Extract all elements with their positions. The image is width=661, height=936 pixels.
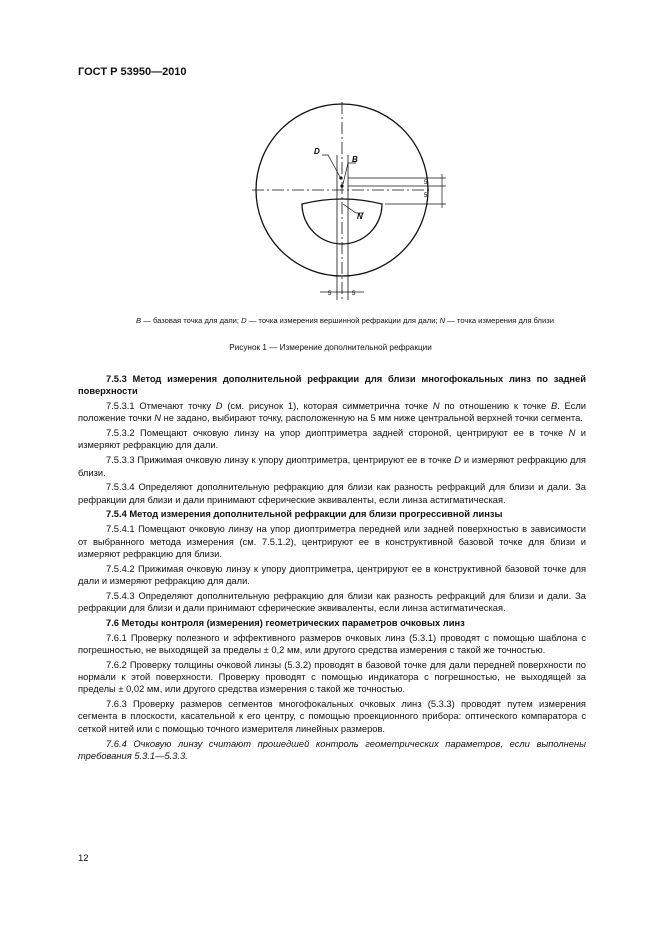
label-n: N (357, 212, 363, 221)
paragraph-7-5-4-1: 7.5.4.1 Помещают очковую линзу на упор диоптриметра передней или задней поверхностью в зависимости от выбранного метода измерения (см. 7.5.1.2), центрируют ее в конструктивной базовой точке для близи и измеряют рефракцию для близи. (78, 524, 586, 559)
figure-legend: B — базовая точка для дали; D — точка измерения вершинной рефракции для дали; N — точка измерения для близи (136, 316, 554, 325)
section-heading-7-6: 7.6 Методы контроля (измерения) геометрических параметров очковых линз (106, 617, 465, 628)
lens-diagram (240, 100, 470, 305)
paragraph-7-5-4-2: 7.5.4.2 Прижимая очковую линзу к упору диоптриметра, центрируют ее в конструктивной базовой точке для дали и измеряют рефракцию для дали. (78, 563, 586, 586)
dim-right-label: 5 (424, 180, 428, 186)
paragraph-7-5-3-3: 7.5.3.3 Прижимая очковую линзу к упору диоптриметра, центрируют ее в точке D и измеряют рефракцию для близи. (78, 455, 586, 478)
svg-text:5: 5 (424, 193, 428, 199)
section-heading-7-5-4: 7.5.4 Метод измерения дополнительной рефракции для близи прогрессивной линзы (106, 509, 503, 520)
label-b: B (352, 155, 358, 164)
point-b-marker (340, 184, 343, 187)
page-number: 12 (78, 853, 89, 864)
paragraph-7-6-1: 7.6.1 Проверку полезного и эффективного размеров очковых линз (5.3.1) проводят с помощью шаблона с погрешностью, не выходящей за пределы ± 0,2 мм, или другого средства измерения с такой же точностью. (78, 632, 586, 655)
svg-text:5: 5 (352, 291, 356, 297)
paragraph-7-5-4-3: 7.5.4.3 Определяют дополнительную рефракцию для близи как разность рефракций для близи и дали. За рефракции для близи и дали принимают сферические эквиваленты, если линза астигматическая. (78, 590, 586, 614)
dim-bottom-label: 5 (328, 291, 332, 297)
figure-caption: Рисунок 1 — Измерение дополнительной рефракции (229, 343, 432, 352)
document-body (78, 373, 586, 765)
paragraph-7-6-2: 7.6.2 Проверку толщины очковой линзы (5.3.2) проводят в базовой точке для дали передней поверхности по нормали к этой поверхности. Проверку проводят с помощью индикатора с погрешностью, не выходящей за пределы ± 0,02 мм, или другого средства измерения с такой же точностью. (78, 659, 586, 695)
paragraph-7-5-3-2: 7.5.3.2 Помещают очковую линзу на упор диоптриметра задней стороной, центрируют ее в точке N и измеряют рефракцию для дали. (78, 428, 586, 451)
label-d: D (314, 147, 320, 156)
document-header: ГОСТ Р 53950—2010 (78, 66, 187, 78)
paragraph-7-5-3-4: 7.5.3.4 Определяют дополнительную рефракцию для близи как разность рефракций для близи и дали. За рефракции для близи и дали принимают сферические эквиваленты, если линза астигматическая. (78, 482, 586, 505)
paragraph-7-6-3: 7.6.3 Проверку размеров сегментов многофокальных очковых линз (5.3.3) проводят путем измерения сегмента в плоскости, касательной к его центру, с помощью проекционного прибора: оптического компаратора с сеткой нитей или с помощью точного измерителя линейных размеров. (78, 699, 586, 734)
paragraph-7-5-3-1: 7.5.3.1 Отмечают точку D (см. рисунок 1), которая симметрична точке N по отношению к точке B. Если положение точки N не задано, выбирают точку, расположенную на 5 мм ниже центральной верхней точки сегмента. (78, 401, 587, 424)
paragraph-7-6-4: 7.6.4 Очковую линзу считают прошедшей контроль геометрических параметров, если выполнены требования 5.3.1—5.3.3. (78, 738, 586, 761)
section-heading-7-5-3: 7.5.3 Метод измерения дополнительной рефракции для близи многофокальных линз по задней поверхности (78, 374, 586, 397)
